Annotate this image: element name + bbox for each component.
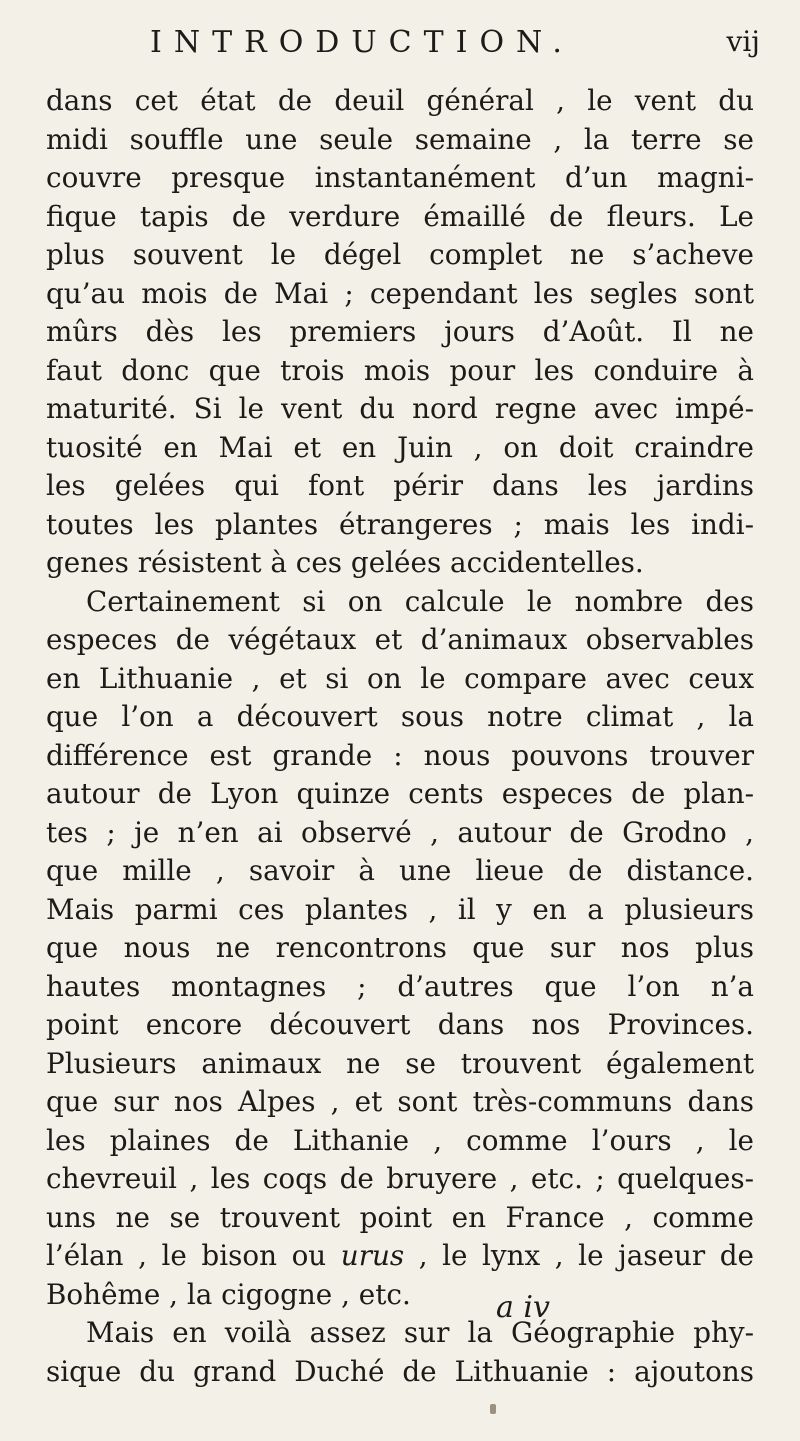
text-line: point encore découvert dans nos Provinces. (46, 1008, 754, 1041)
text-line: les gelées qui font périr dans les jardins (46, 469, 754, 502)
italic-word: urus (340, 1239, 405, 1272)
text-line: toutes les plantes étrangeres ; mais les indi- (46, 507, 754, 541)
text-line: qu’au mois de Mai ; cependant les segles sont (46, 276, 754, 310)
printer-signature: a iv (496, 1290, 550, 1325)
text-line: tuosité en Mai et en Juin , on doit craindre (46, 430, 754, 464)
running-header (150, 20, 760, 72)
text-line: plus souvent le dégel complet ne s’acheve (46, 238, 754, 271)
page-number: vij (726, 25, 760, 58)
text-line: en Lithuanie , et si on le compare avec ceux (46, 661, 754, 695)
text-line: que nous ne rencontrons que sur nos plus (46, 931, 754, 964)
text-line (46, 1237, 754, 1276)
text-line: les plaines de Lithanie , comme l’ours , le (46, 1123, 754, 1157)
text-line: dans cet état de deuil général , le vent du (46, 84, 754, 117)
text-line: midi souffle une seule semaine , la terre se (46, 122, 754, 156)
text-line: chevreuil , les coqs de bruyere , etc. ; quelques- (46, 1162, 754, 1195)
text-line: maturité. Si le vent du nord regne avec impé- (46, 392, 754, 425)
text-line: que sur nos Alpes , et sont très-communs dans (46, 1085, 754, 1118)
text-line: uns ne se trouvent point en France , comme (46, 1200, 754, 1234)
body-text (46, 82, 754, 1391)
running-title: INTRODUCTION. (150, 25, 574, 60)
text-line: Certainement si on calcule le nombre des (86, 584, 754, 618)
text-line: autour de Lyon quinze cents especes de plan- (46, 777, 754, 810)
text-line: que l’on a découvert sous notre climat , la (46, 700, 754, 733)
text-line: faut donc que trois mois pour les conduire à (46, 353, 754, 387)
text-line: que mille , savoir à une lieue de distance. (46, 854, 754, 887)
text-line: hautes montagnes ; d’autres que l’on n’a (46, 969, 754, 1003)
text-line: couvre presque instantanément d’un magni- (46, 161, 754, 194)
text-fragment: , le lynx , le jaseur de (418, 1239, 754, 1272)
ink-mark (490, 1404, 496, 1414)
text-line: Mais en voilà assez sur la Géographie phy- (86, 1316, 754, 1349)
text-line: différence est grande : nous pouvons trouver (46, 738, 754, 772)
text-line: genes résistent à ces gelées accidentelles. (46, 546, 644, 579)
text-line: Bohême , la cigogne , etc. (46, 1277, 411, 1311)
text-line: sique du grand Duché de Lithuanie : ajoutons (46, 1354, 754, 1388)
text-line: Plusieurs animaux ne se trouvent également (46, 1046, 754, 1080)
text-line: especes de végétaux et d’animaux observables (46, 623, 754, 656)
text-line: mûrs dès les premiers jours d’Août. Il ne (46, 315, 754, 348)
text-fragment: l’élan , le bison ou (46, 1239, 327, 1272)
text-line: tes ; je n’en ai observé , autour de Grodno , (46, 815, 754, 849)
text-line: Mais parmi ces plantes , il y en a plusieurs (46, 892, 754, 926)
text-line: fique tapis de verdure émaillé de fleurs. Le (46, 199, 754, 233)
